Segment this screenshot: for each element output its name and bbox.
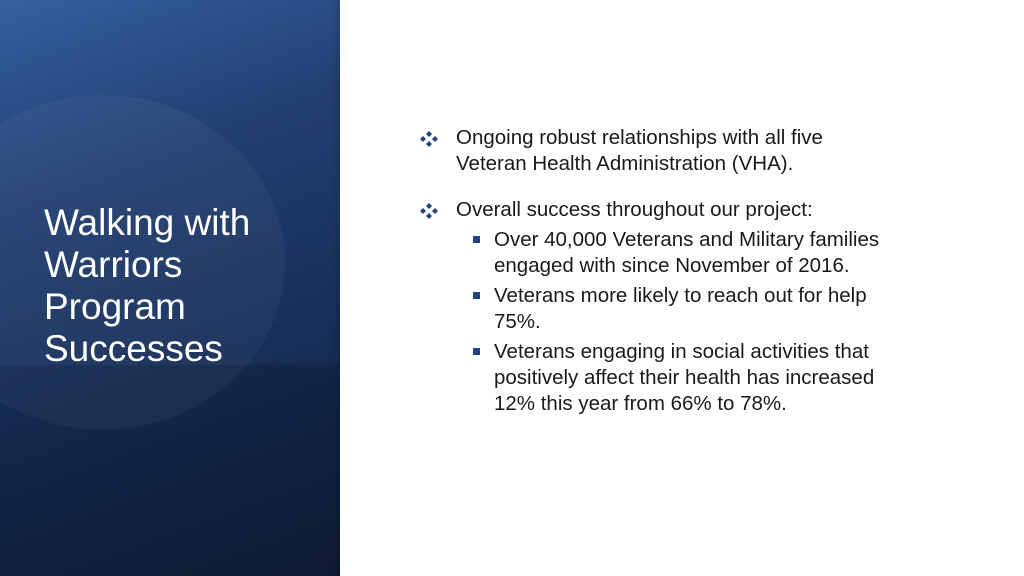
slide-title	[44, 202, 329, 370]
sub-bullet-text-line: positively affect their health has increased	[494, 366, 875, 389]
decorative-band	[0, 365, 340, 576]
sub-bullet-text-line: 12% this year from 66% to 78%.	[494, 392, 787, 415]
bullet-text-line: Veteran Health Administration (VHA).	[456, 152, 794, 175]
four-diamond-icon	[420, 203, 438, 219]
sub-bullet-text-line: 75%.	[494, 310, 541, 333]
slide-title-line-4: Successes	[44, 328, 223, 369]
panel-edge-shadow	[332, 0, 340, 576]
sub-bullet-text-line: Veterans more likely to reach out for help	[494, 284, 867, 307]
sub-bullet-text-line: Veterans engaging in social activities that	[494, 340, 869, 363]
sub-bullet-text-line: engaged with since November of 2016.	[494, 254, 850, 277]
bullet-text-line: Ongoing robust relationships with all five	[456, 126, 823, 149]
bullet-vha-relationships	[420, 125, 980, 177]
square-bullet-icon	[473, 236, 480, 243]
slide-title-line-2: Warriors	[44, 244, 183, 285]
slide-title-line-1: Walking with	[44, 202, 251, 243]
four-diamond-icon	[420, 131, 438, 147]
sub-bullet-social-activities	[456, 339, 980, 417]
title-panel	[0, 0, 340, 576]
bullet-overall-success	[420, 197, 980, 417]
slide-title-line-3: Program	[44, 286, 186, 327]
bullet-text-line: Overall success throughout our project:	[456, 198, 813, 221]
sub-bullet-reach-out	[456, 283, 980, 335]
square-bullet-icon	[473, 292, 480, 299]
sub-bullet-veterans-engaged	[456, 227, 980, 279]
sub-bullet-list	[456, 227, 980, 417]
square-bullet-icon	[473, 348, 480, 355]
slide-content	[420, 125, 980, 421]
sub-bullet-text-line: Over 40,000 Veterans and Military families	[494, 228, 880, 251]
